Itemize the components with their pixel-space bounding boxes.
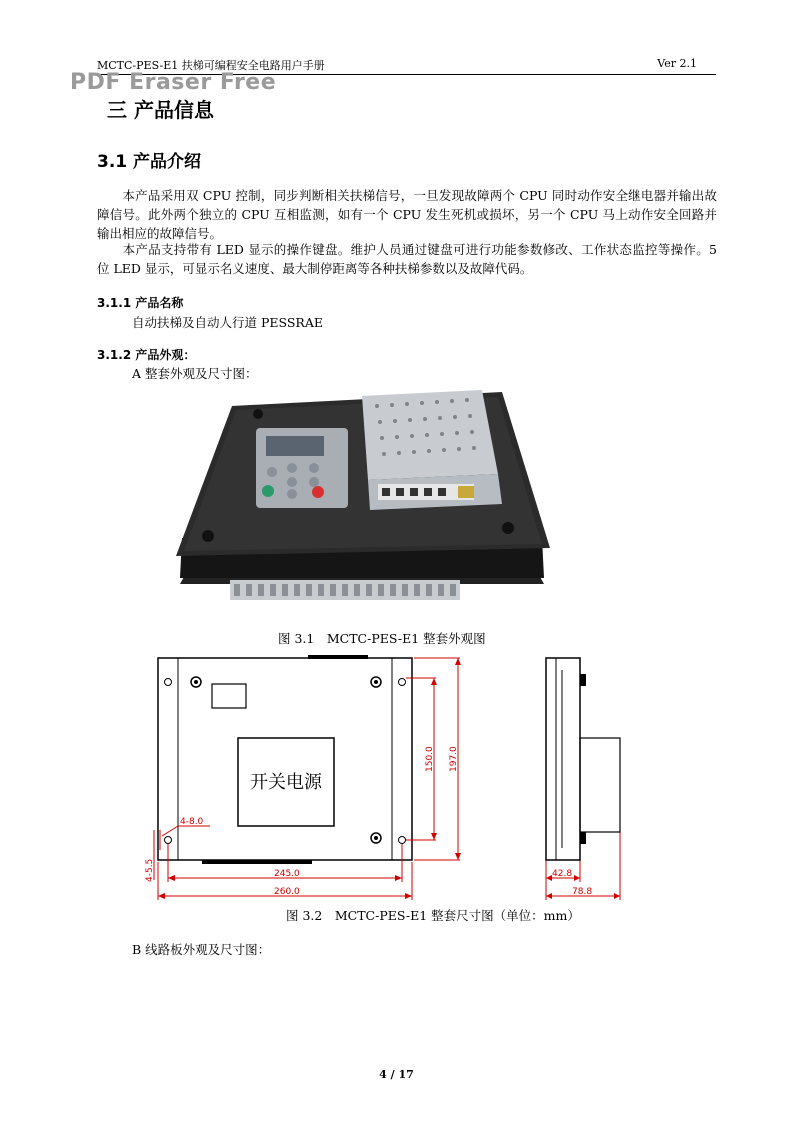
dim-42-8: 42.8 xyxy=(552,869,573,879)
figure-3-2-caption: 图 3.2 MCTC-PES-E1 整套尺寸图（单位：mm） xyxy=(286,908,580,923)
header-title: MCTC-PES-E1 扶梯可编程安全电路用户手册 xyxy=(97,59,325,72)
subsection-title-name: 3.1.1 产品名称 xyxy=(97,296,184,310)
page-number: 4 / 17 xyxy=(379,1068,414,1081)
dim-260: 260.0 xyxy=(274,887,300,897)
dim-150: 150.0 xyxy=(425,746,435,772)
appearance-item-a: A 整套外观及尺寸图： xyxy=(132,366,258,381)
figure-3-1-caption: 图 3.1 MCTC-PES-E1 整套外观图 xyxy=(278,631,486,646)
subsection-title-appearance: 3.1.2 产品外观： xyxy=(97,348,196,362)
dim-78-8: 78.8 xyxy=(572,887,593,897)
paragraph-2: 本产品支持带有 LED 显示的操作键盘。维护人员通过键盘可进行功能参数修改、工作状态监控等操作。5 位 LED 显示，可显示名义速度、最大制停距离等各种扶梯参数以及故障代码。 xyxy=(97,242,717,276)
watermark: PDF Eraser Free xyxy=(70,70,277,95)
product-name-text: 自动扶梯及自动人行道 PESSRAE xyxy=(132,315,323,330)
dim-197: 197.0 xyxy=(449,746,459,772)
circuit-board-item-b: B 线路板外观及尺寸图： xyxy=(132,942,271,957)
product-photo xyxy=(172,388,552,616)
chapter-title: 三 产品信息 xyxy=(107,98,214,122)
dim-245: 245.0 xyxy=(274,869,300,879)
section-title: 3.1 产品介绍 xyxy=(97,152,202,172)
dim-4-5-5: 4-5.5 xyxy=(145,858,155,882)
dimension-drawing xyxy=(136,650,626,906)
paragraph-1: 本产品采用双 CPU 控制，同步判断相关扶梯信号，一旦发现故障两个 CPU 同时动作安全继电器并输出故障信号。此外两个独立的 CPU 互相监测，如有一个 CPU 发生死机或损坏，另一个 CPU 马上动作安全回路并输出相应的故障信号。 xyxy=(97,188,717,241)
dim-4-8: 4-8.0 xyxy=(180,817,204,827)
power-supply-label: 开关电源 xyxy=(250,772,322,793)
header-version: Ver 2.1 xyxy=(657,57,697,70)
